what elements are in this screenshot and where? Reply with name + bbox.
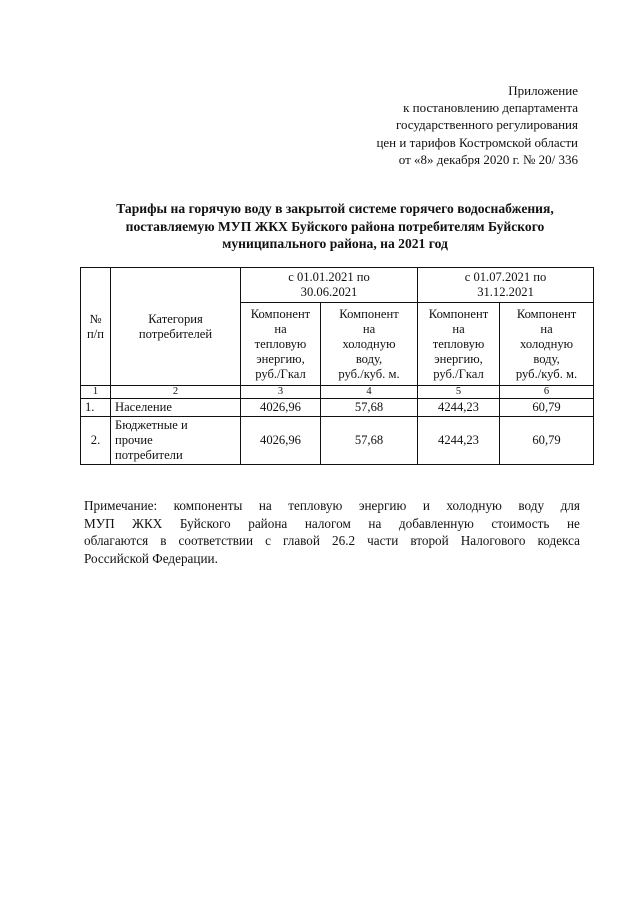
note-word: энергию [358,498,407,513]
column-number: 1 [81,386,111,399]
note-word: на [368,515,382,531]
table-header-row [81,268,594,303]
column-number: 4 [321,386,418,399]
note-word: района [248,515,288,531]
row-category: Население [111,399,241,417]
title-line: Тарифы на горячую воду в закрытой системе горячего водоснабжения, [116,201,554,216]
row-number: 1. [81,399,111,417]
note-word: с [265,533,271,549]
note-line [84,532,580,550]
table-row [81,417,594,465]
header-period-1: с 01.01.2021 по 30.06.2021 [241,268,418,303]
table-row [81,399,594,417]
document-title [70,200,600,253]
appendix-line: государственного регулирования [395,117,578,133]
note-word: не [566,515,580,531]
title-line: поставляемую МУП ЖКХ Буйского района потребителям Буйского [125,218,545,234]
note-word: кодекса [537,533,580,549]
tariff-table [80,267,594,465]
note-word: МУП [84,515,115,531]
appendix-block [376,82,578,168]
row-category: Бюджетные и прочие потребители [111,417,241,465]
note-word: ЖКХ [132,515,163,531]
note-word: Буйского [179,515,231,531]
row-number: 2. [81,417,111,465]
appendix-line: к постановлению департамента [403,100,578,116]
cell-value: 4026,96 [241,417,321,465]
cell-value: 57,68 [321,417,418,465]
header-heat-component-2: Компонент на тепловую энергию, руб./Гкал [418,303,500,386]
header-heat-component-1: Компонент на тепловую энергию, руб./Гкал [241,303,321,386]
column-number: 6 [500,386,594,399]
note-word: Налогового [460,533,526,549]
note-word: добавленную [398,515,474,531]
note-line: Российской Федерации. [84,550,218,566]
column-number: 2 [111,386,241,399]
note-word: и [422,498,430,513]
cell-value: 4026,96 [241,399,321,417]
note-word: в [160,533,167,549]
note-line [84,515,580,533]
column-number-row [81,386,594,399]
title-line: муниципального района, на 2021 год [222,236,448,251]
header-period-2: с 01.07.2021 по 31.12.2021 [418,268,594,303]
note-line [84,497,580,515]
note-word: облагаются [84,533,149,549]
note-word: части [367,533,399,549]
note-word: для [560,498,580,513]
cell-value: 4244,23 [418,399,500,417]
appendix-line: от «8» декабря 2020 г. № 20/ 336 [398,151,578,167]
note-word: компоненты [173,498,243,513]
note-paragraph [84,497,580,567]
note-word: второй [410,533,449,549]
note-word: налогом [304,515,351,531]
header-num: № п/п [81,268,111,386]
cell-value: 57,68 [321,399,418,417]
column-number: 5 [418,386,500,399]
note-word: холодную [446,498,502,513]
note-word: воду [518,498,545,513]
column-number: 3 [241,386,321,399]
note-word: соответствии [178,533,254,549]
note-word: стоимость [491,515,550,531]
appendix-line: цен и тарифов Костромской области [376,134,578,150]
cell-value: 4244,23 [418,417,500,465]
header-cold-component-1: Компонент на холодную воду, руб./куб. м. [321,303,418,386]
note-word: главой [283,533,320,549]
header-category: Категория потребителей [111,268,241,386]
note-word: на [258,498,272,513]
note-word: Примечание: [84,498,158,513]
note-word: тепловую [288,498,343,513]
cell-value: 60,79 [500,417,594,465]
appendix-line: Приложение [508,83,578,98]
note-word: 26.2 [332,533,356,549]
header-cold-component-2: Компонент на холодную воду, руб./куб. м. [500,303,594,386]
cell-value: 60,79 [500,399,594,417]
